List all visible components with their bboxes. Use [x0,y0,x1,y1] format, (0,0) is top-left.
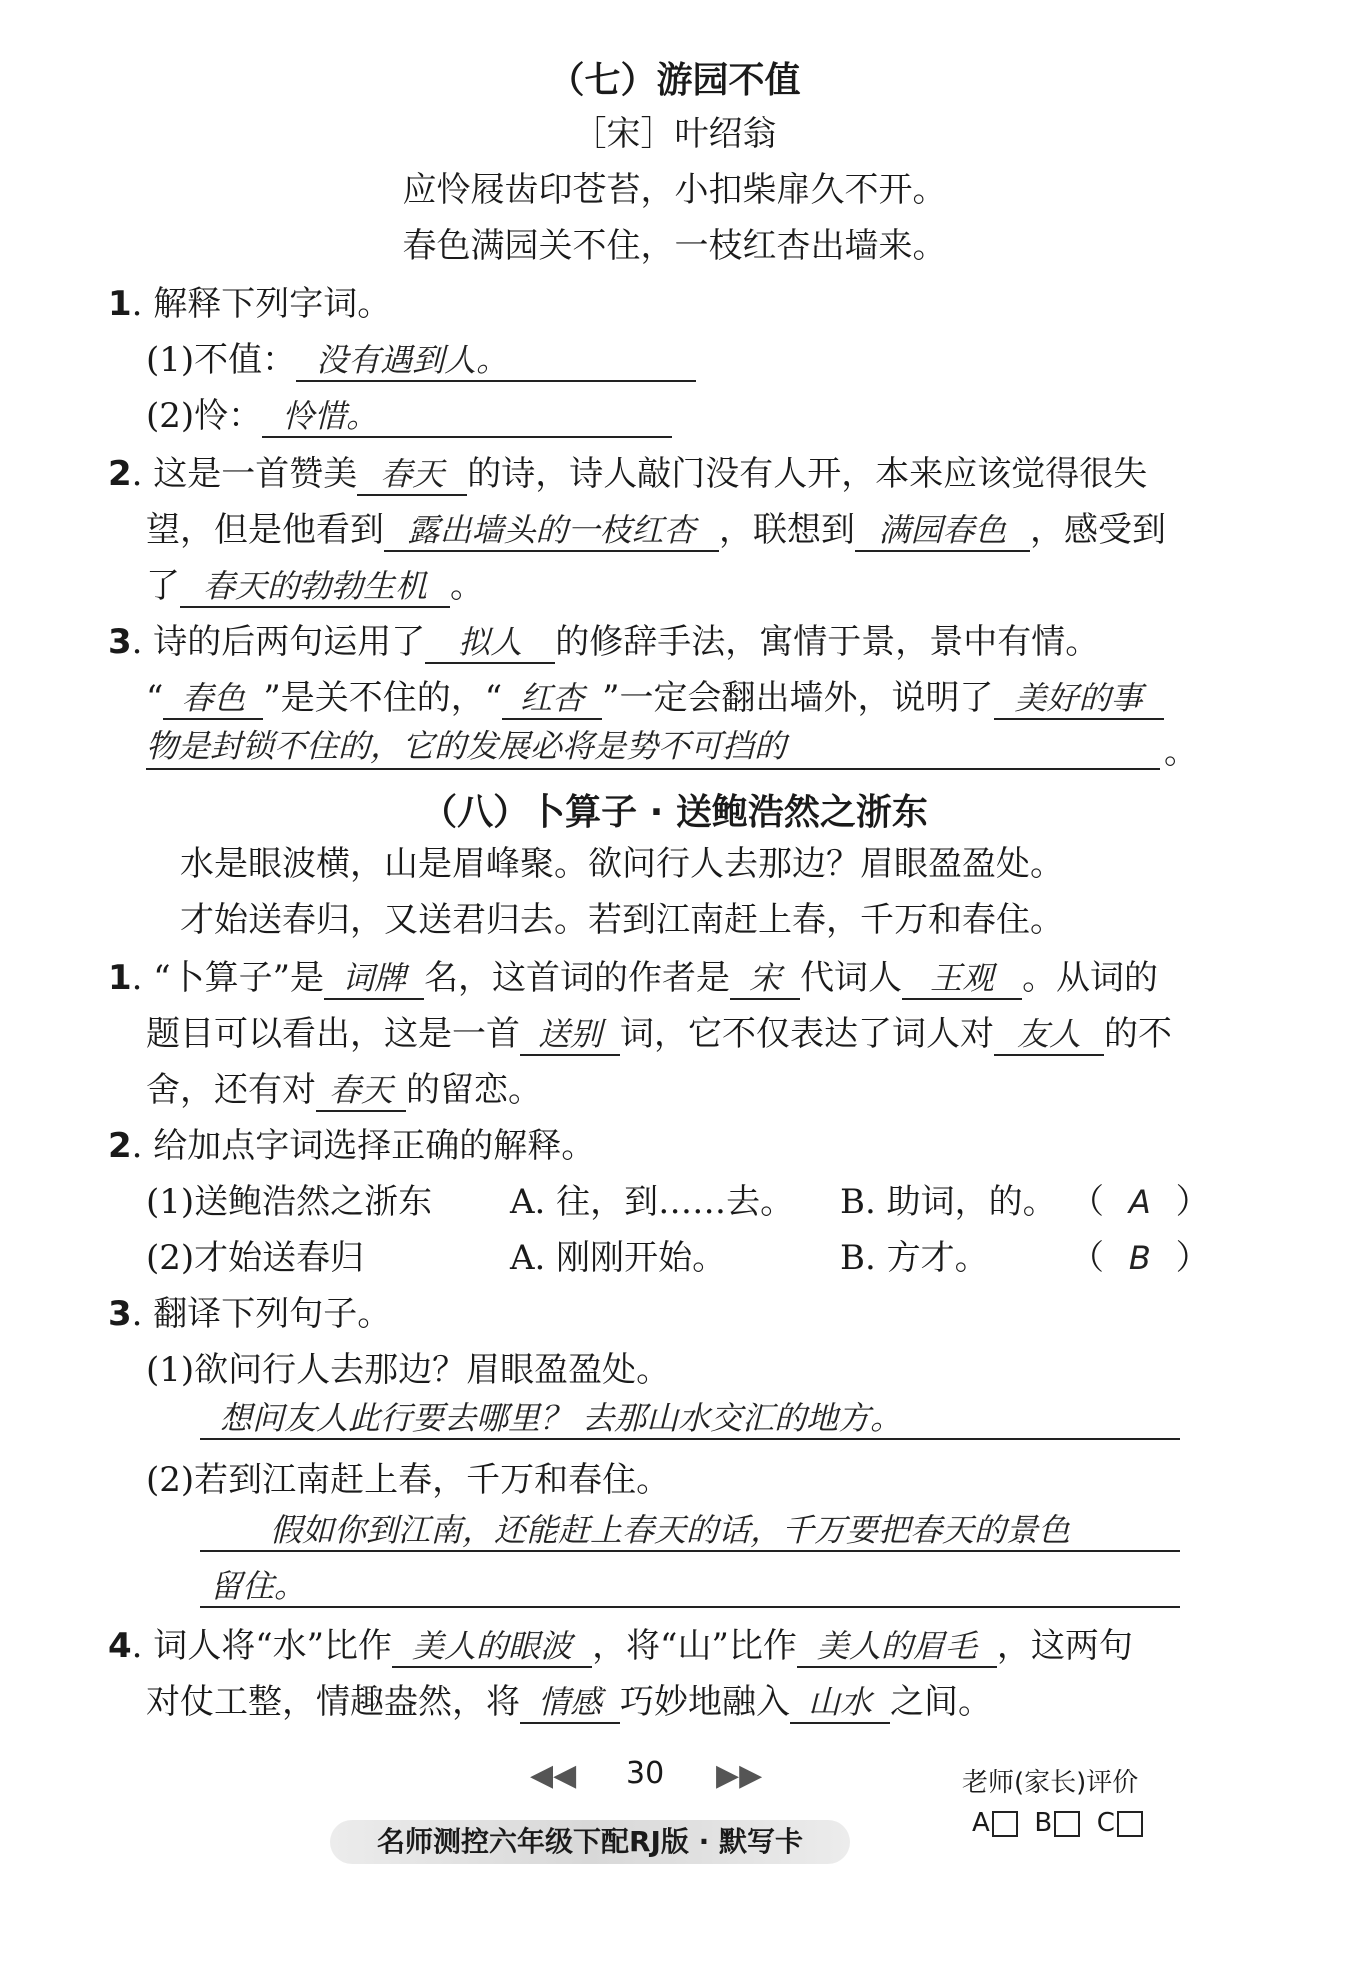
poem8-line1: 水是眼波横，山是眉峰聚。欲问行人去那边？眉眼盈盈处。 [180,844,1064,884]
q7-1-b-answer: 怜惜。 [262,396,672,438]
q7-3-text: “ [146,678,164,718]
q8-2-row1-b: B. 助词，的。 [840,1182,1057,1222]
q7-3-text: ”是关不住的，“ [263,678,503,718]
q8-4-text: 之间。 [890,1682,992,1722]
q7-3-line1 [108,620,1099,664]
q8-1-answer2: 宋 [730,958,800,1000]
q8-2-text: . 给加点字词选择正确的解释。 [131,1126,596,1166]
q8-2-row1-a: A. 往，到……去。 [510,1182,795,1222]
poem8-title: （八）卜算子 · 送鲍浩然之浙东 [421,792,928,833]
q8-1-text: 舍，还有对 [146,1070,316,1110]
q8-1-text: 。从词的 [1022,958,1159,998]
q8-4-answer2: 美人的眉毛 [797,1626,997,1668]
q7-3-answer3: 红杏 [502,678,602,720]
book-title-banner: 名师测控六年级下配RJ版 · 默写卡 [330,1820,850,1864]
q8-2-row1-item: (1)送鲍浩然之浙东 [146,1182,433,1222]
q8-3-text: . 翻译下列句子。 [131,1294,392,1334]
q7-2-text: 望，但是他看到 [146,510,384,550]
q8-3-answer2a: 假如你到江南，还能赶上春天的话，千万要把春天的景色 [200,1508,1180,1552]
q7-2-num: 2 [108,454,132,494]
q7-2-text: 了 [146,566,180,606]
evaluation-title: 老师(家长)评价 [962,1768,1139,1798]
q8-4-text: 巧妙地融入 [620,1682,790,1722]
grade-b-checkbox[interactable] [1054,1811,1080,1837]
q8-1-line3 [146,1068,542,1112]
evaluation-grades [972,1808,1143,1838]
q7-1-a [146,338,696,382]
q8-1-text: 的不 [1104,1014,1172,1054]
q7-3-answer4: 美好的事 [994,678,1164,720]
q7-2-line2 [146,508,1166,552]
q7-2-line1 [108,452,1147,496]
q7-2-text: ，感受到 [1030,510,1166,550]
q8-1-num: 1 [108,958,132,998]
q7-2-text: . 这是一首赞美 [131,454,358,494]
q7-3-text: ”一定会翻出墙外，说明了 [602,678,994,718]
q8-1-answer5: 友人 [994,1014,1104,1056]
q8-4-text: 对仗工整，情趣盎然，将 [146,1682,520,1722]
grade-c-checkbox[interactable] [1117,1811,1143,1837]
q8-2-row2-choice: B [1128,1239,1151,1277]
q7-2-line3 [146,564,484,608]
q8-1-line1 [108,956,1158,1000]
q8-2-prompt [108,1124,595,1168]
q7-2-answer4: 春天的勃勃生机 [180,566,450,608]
q7-3-text: . 诗的后两句运用了 [131,622,426,662]
q7-1-text: . 解释下列字词。 [131,284,392,324]
page-number: 30 [626,1756,665,1791]
q8-2-row2-a: A. 刚刚开始。 [510,1238,727,1278]
poem7-title: （七）游园不值 [548,60,801,101]
q7-3-text: 的修辞手法，寓情于景，景中有情。 [555,622,1100,662]
q7-1-b-label: (2)怜： [146,396,263,436]
grade-c-label: C [1096,1808,1115,1838]
q8-3-num: 3 [108,1294,132,1334]
q8-2-row1-answer: （ A ） [1070,1182,1210,1222]
q8-1-line2 [146,1012,1172,1056]
q7-2-text: 的诗，诗人敲门没有人开，本来应该觉得很失 [467,454,1148,494]
q8-3-answer1: 想问友人此行要去哪里？ 去那山水交汇的地方。 [200,1396,1180,1440]
q8-2-num: 2 [108,1126,132,1166]
q7-3-period: 。 [1164,732,1198,772]
q7-1-a-answer: 没有遇到人。 [296,340,696,382]
q8-2-row1-choice: A [1128,1183,1151,1221]
q8-4-num: 4 [108,1626,132,1666]
poem7-line1: 应怜屐齿印苍苔，小扣柴扉久不开。 [402,170,947,210]
q8-3-answer2b: 留住。 [200,1564,1180,1608]
q8-4-answer3: 情感 [520,1682,620,1724]
q8-4-line1 [108,1624,1133,1668]
q7-3-answer2: 春色 [163,678,263,720]
q8-1-answer1: 词牌 [324,958,424,1000]
q8-4-answer4: 山水 [790,1682,890,1724]
q7-2-text: ，联想到 [719,510,855,550]
q8-4-text: ，这两句 [996,1626,1133,1666]
q8-1-text: 词，它不仅表达了词人对 [620,1014,994,1054]
q8-4-answer1: 美人的眼波 [392,1626,592,1668]
q7-2-answer3: 满园春色 [855,510,1030,552]
q7-1-num: 1 [108,284,132,324]
poem7-line2: 春色满园关不住，一枝红杏出墙来。 [402,226,947,266]
q8-1-answer6: 春天 [316,1070,406,1112]
q8-4-line2 [146,1680,992,1724]
q8-4-text: ，将“山”比作 [592,1626,797,1666]
q8-1-answer3: 王观 [902,958,1022,1000]
q8-1-text: 题目可以看出，这是一首 [146,1014,520,1054]
q8-4-text: . 词人将“水”比作 [131,1626,393,1666]
q7-2-text: 。 [450,566,484,606]
q8-3-prompt [108,1292,391,1336]
q7-1-a-label: (1)不值： [146,340,297,380]
prev-arrows-icon: ◀◀ [530,1758,577,1793]
q8-1-text: . “卜算子”是 [131,958,325,998]
q7-1-prompt [108,282,391,326]
next-arrows-icon: ▶▶ [716,1758,763,1793]
q8-1-text: 的留恋。 [406,1070,542,1110]
q7-2-answer1: 春天 [357,454,467,496]
q8-2-row2-answer: （ B ） [1070,1238,1210,1278]
q8-3-sentence2: (2)若到江南赶上春，千万和春住。 [146,1460,671,1500]
poem8-line2: 才始送春归，又送君归去。若到江南赶上春，千万和春住。 [180,900,1064,940]
q8-1-text: 名，这首词的作者是 [424,958,731,998]
poem7-author: ［宋］叶绍翁 [572,114,777,154]
grade-a-checkbox[interactable] [992,1811,1018,1837]
q8-2-row2-item: (2)才始送春归 [146,1238,365,1278]
q7-3-answer1: 拟人 [425,622,555,664]
q8-1-answer4: 送别 [520,1014,620,1056]
q7-2-answer2: 露出墙头的一枝红杏 [384,510,719,552]
grade-b-label: B [1034,1808,1053,1838]
q8-1-text: 代词人 [800,958,903,998]
q7-3-line2 [146,676,1164,720]
q7-3-answer5: 物是封锁不住的，它的发展必将是势不可挡的 [146,724,1160,770]
q8-2-row2-b: B. 方才。 [840,1238,989,1278]
q7-1-b [146,394,672,438]
q8-3-sentence1: (1)欲问行人去那边？眉眼盈盈处。 [146,1350,671,1390]
q7-3-num: 3 [108,622,132,662]
grade-a-label: A [972,1808,990,1838]
